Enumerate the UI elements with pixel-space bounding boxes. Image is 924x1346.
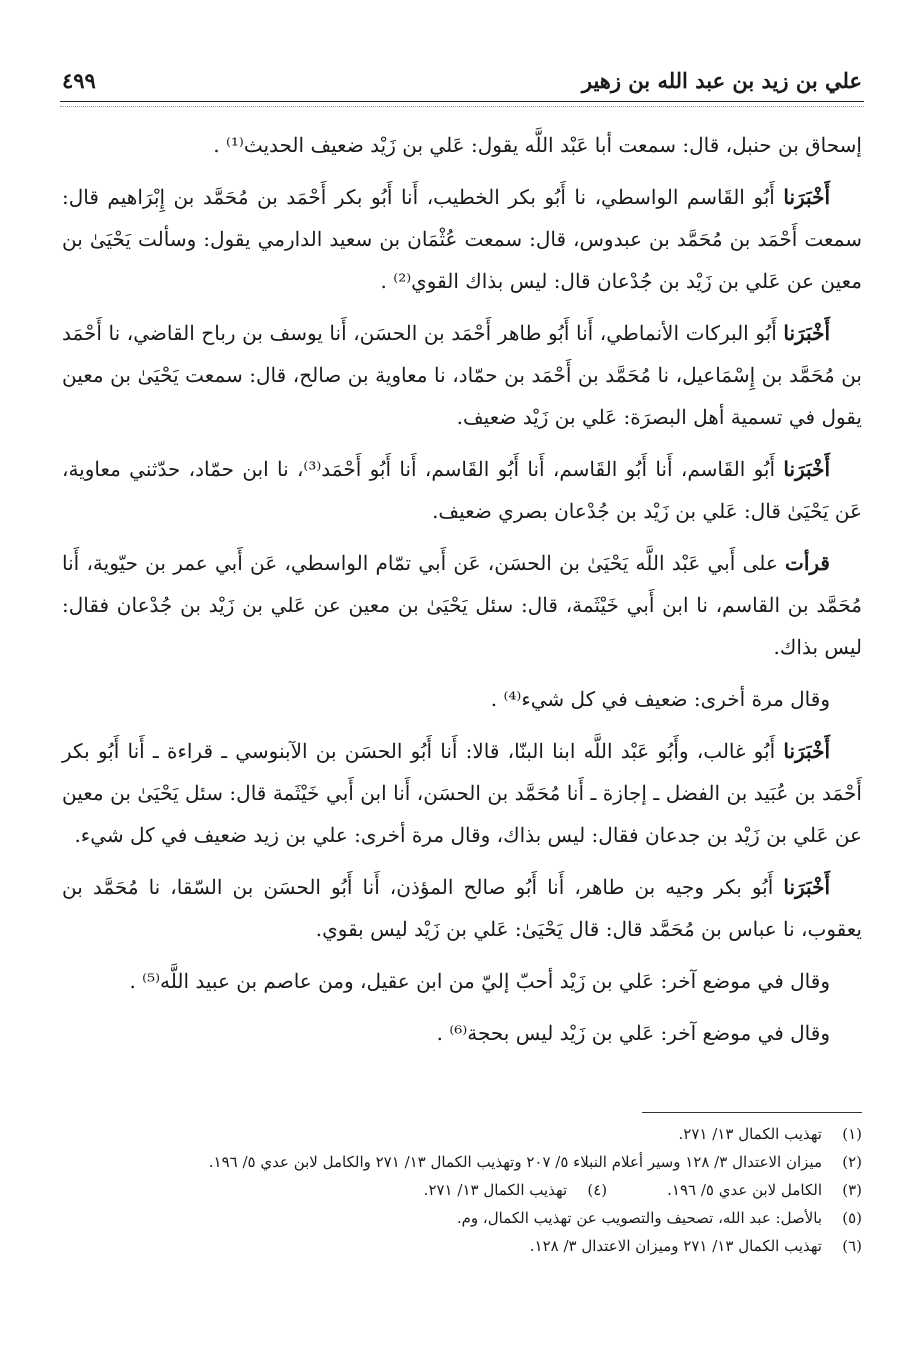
paragraph-text: على أَبي عَبْد اللَّه يَحْيَىٰ بن الحسَن، عَن أَبي تمّام الواسطي، عَن أَبي عمر بن حيّوية، أَنا مُحَمَّد بن القاسم، نا ابن أَبي خَيْثَمة، قال: سئل يَحْيَىٰ بن معين عن عَلي بن زَيْد بن جُدْعان فقال: ليس بذاك. <box>62 551 862 659</box>
paragraph-text: أَبُو القَاسم الواسطي، نا أَبُو بكر الخطيب، أَنا أَبُو بكر أَحْمَد بن مُحَمَّد بن إِبْرَاهيم قال: سمعت أَحْمَد بن مُحَمَّد بن عبدوس، قال: سمعت عُثْمَان بن سعيد الدارمي يقول: وسألت يَحْيَىٰ بن معين عن عَلي بن زَيْد بن جُدْعان قال: ليس بذاك القوي⁽²⁾ . <box>62 185 862 293</box>
footnote-number: (١) <box>842 1125 862 1143</box>
page-number: ٤٩٩ <box>62 67 96 93</box>
paragraph <box>62 678 862 720</box>
paragraph-lead: أَخْبَرَنا <box>783 185 830 209</box>
paragraph-lead: أَخْبَرَنا <box>783 739 830 763</box>
header-dotted-rule <box>60 106 864 107</box>
header-rule <box>60 101 864 102</box>
footnote-rule <box>642 1112 862 1113</box>
paragraph <box>62 124 862 166</box>
paragraph <box>62 960 862 1002</box>
footnote-number: (٦) <box>842 1237 862 1255</box>
paragraph-text: أَبُو القَاسم، أَنا أَبُو القَاسم، أَنا أَبُو القَاسم، أَنا أَبُو أَحْمَد⁽³⁾، نا ابن حمّاد، حدّثني معاوية، عَن يَحْيَىٰ قال: عَلي بن زَيْد بن جُدْعان بصري ضعيف. <box>62 457 862 523</box>
footnote-number: (٣) <box>842 1181 862 1199</box>
footnote-number: (٥) <box>842 1209 862 1227</box>
paragraph-text: أَبُو غالب، وأَبُو عَبْد اللَّه ابنا البنّا، قالا: أَنا أَبُو الحسَن بن الآبنوسي ـ قراءة ـ أَنا أَبُو بكر أَحْمَد بن عُبَيد بن الفضل ـ إجازة ـ أَنا مُحَمَّد بن الحسَن، أَنا ابن أَبي خَيْثَمة قال: سئل يَحْيَىٰ بن معين عن عَلي بن زَيْد بن جدعان فقال: ليس بذاك، وقال مرة أخرى: علي بن زيد ضعيف في كل شيء. <box>62 739 862 847</box>
footnote-text: الكامل لابن عدي ٥/ ١٩٦. <box>667 1181 822 1199</box>
paragraph-text: إسحاق بن حنبل، قال: سمعت أبا عَبْد اللَّه يقول: عَلي بن زَيْد ضعيف الحديث⁽¹⁾ . <box>213 133 862 157</box>
paragraph <box>62 730 862 856</box>
running-head <box>62 62 862 98</box>
footnote <box>62 1120 862 1148</box>
footnote-text: تهذيب الكمال ١٣/ ٢٧١. <box>678 1125 822 1143</box>
footnote-text: تهذيب الكمال ١٣/ ٢٧١ وميزان الاعتدال ٣/ ١٢٨. <box>529 1237 822 1255</box>
paragraph <box>62 866 862 950</box>
paragraph <box>62 176 862 302</box>
footnote <box>62 1204 862 1232</box>
footnotes <box>62 1120 862 1260</box>
footnote-number: (٤) <box>587 1181 608 1199</box>
paragraph <box>62 542 862 668</box>
paragraph <box>62 312 862 438</box>
paragraph-text: أَبُو بكر وجيه بن طاهر، أَنا أَبُو صالح المؤذن، أَنا أَبُو الحسَن بن السّقا، نا مُحَمَّد بن يعقوب، نا عباس بن مُحَمَّد قال: قال يَحْيَىٰ: عَلي بن زَيْد ليس بقوي. <box>62 875 862 941</box>
footnote <box>62 1176 862 1204</box>
footnote-text <box>62 1176 822 1204</box>
paragraph-text: وقال في موضع آخر: عَلي بن زَيْد ليس بحجة⁽⁶⁾ . <box>436 1021 830 1045</box>
paragraph-text: أَبُو البركات الأنماطي، أَنا أَبُو طاهر أَحْمَد بن الحسَن، أَنا يوسف بن رباح القاضي، نا أَحْمَد بن مُحَمَّد بن إِسْمَاعيل، نا مُحَمَّد بن أَحْمَد بن حمّاد، نا معاوية بن صالح، قال: سمعت يَحْيَىٰ بن معين يقول في تسمية أهل البصرَة: عَلي بن زَيْد ضعيف. <box>62 321 862 429</box>
footnote-number: (٢) <box>842 1153 862 1171</box>
paragraph <box>62 448 862 532</box>
footnote <box>62 1148 862 1176</box>
footnote-text: تهذيب الكمال ١٣/ ٢٧١. <box>423 1181 568 1199</box>
paragraph <box>62 1012 862 1054</box>
paragraph-lead: أَخْبَرَنا <box>783 321 830 345</box>
paragraph-lead: أَخْبَرَنا <box>783 875 830 899</box>
main-text <box>62 124 862 1064</box>
footnote <box>62 1232 862 1260</box>
paragraph-text: وقال في موضع آخر: عَلي بن زَيْد أحبّ إليّ من ابن عقيل، ومن عاصم بن عبيد اللَّه⁽⁵⁾ . <box>129 969 830 993</box>
footnote-text: بالأصل: عبد الله، تصحيف والتصويب عن تهذيب الكمال، وم. <box>456 1209 822 1227</box>
running-title: علي بن زيد بن عبد الله بن زهير <box>581 67 862 93</box>
paragraph-lead: قرأت <box>785 551 830 575</box>
footnote-text: ميزان الاعتدال ٣/ ١٢٨ وسير أعلام النبلاء ٥/ ٢٠٧ وتهذيب الكمال ١٣/ ٢٧١ والكامل لابن عدي ٥/ ١٩٦. <box>208 1153 822 1171</box>
paragraph-lead: أَخْبَرَنا <box>783 457 830 481</box>
footnote <box>424 1176 607 1204</box>
paragraph-text: وقال مرة أخرى: ضعيف في كل شيء⁽⁴⁾ . <box>490 687 830 711</box>
